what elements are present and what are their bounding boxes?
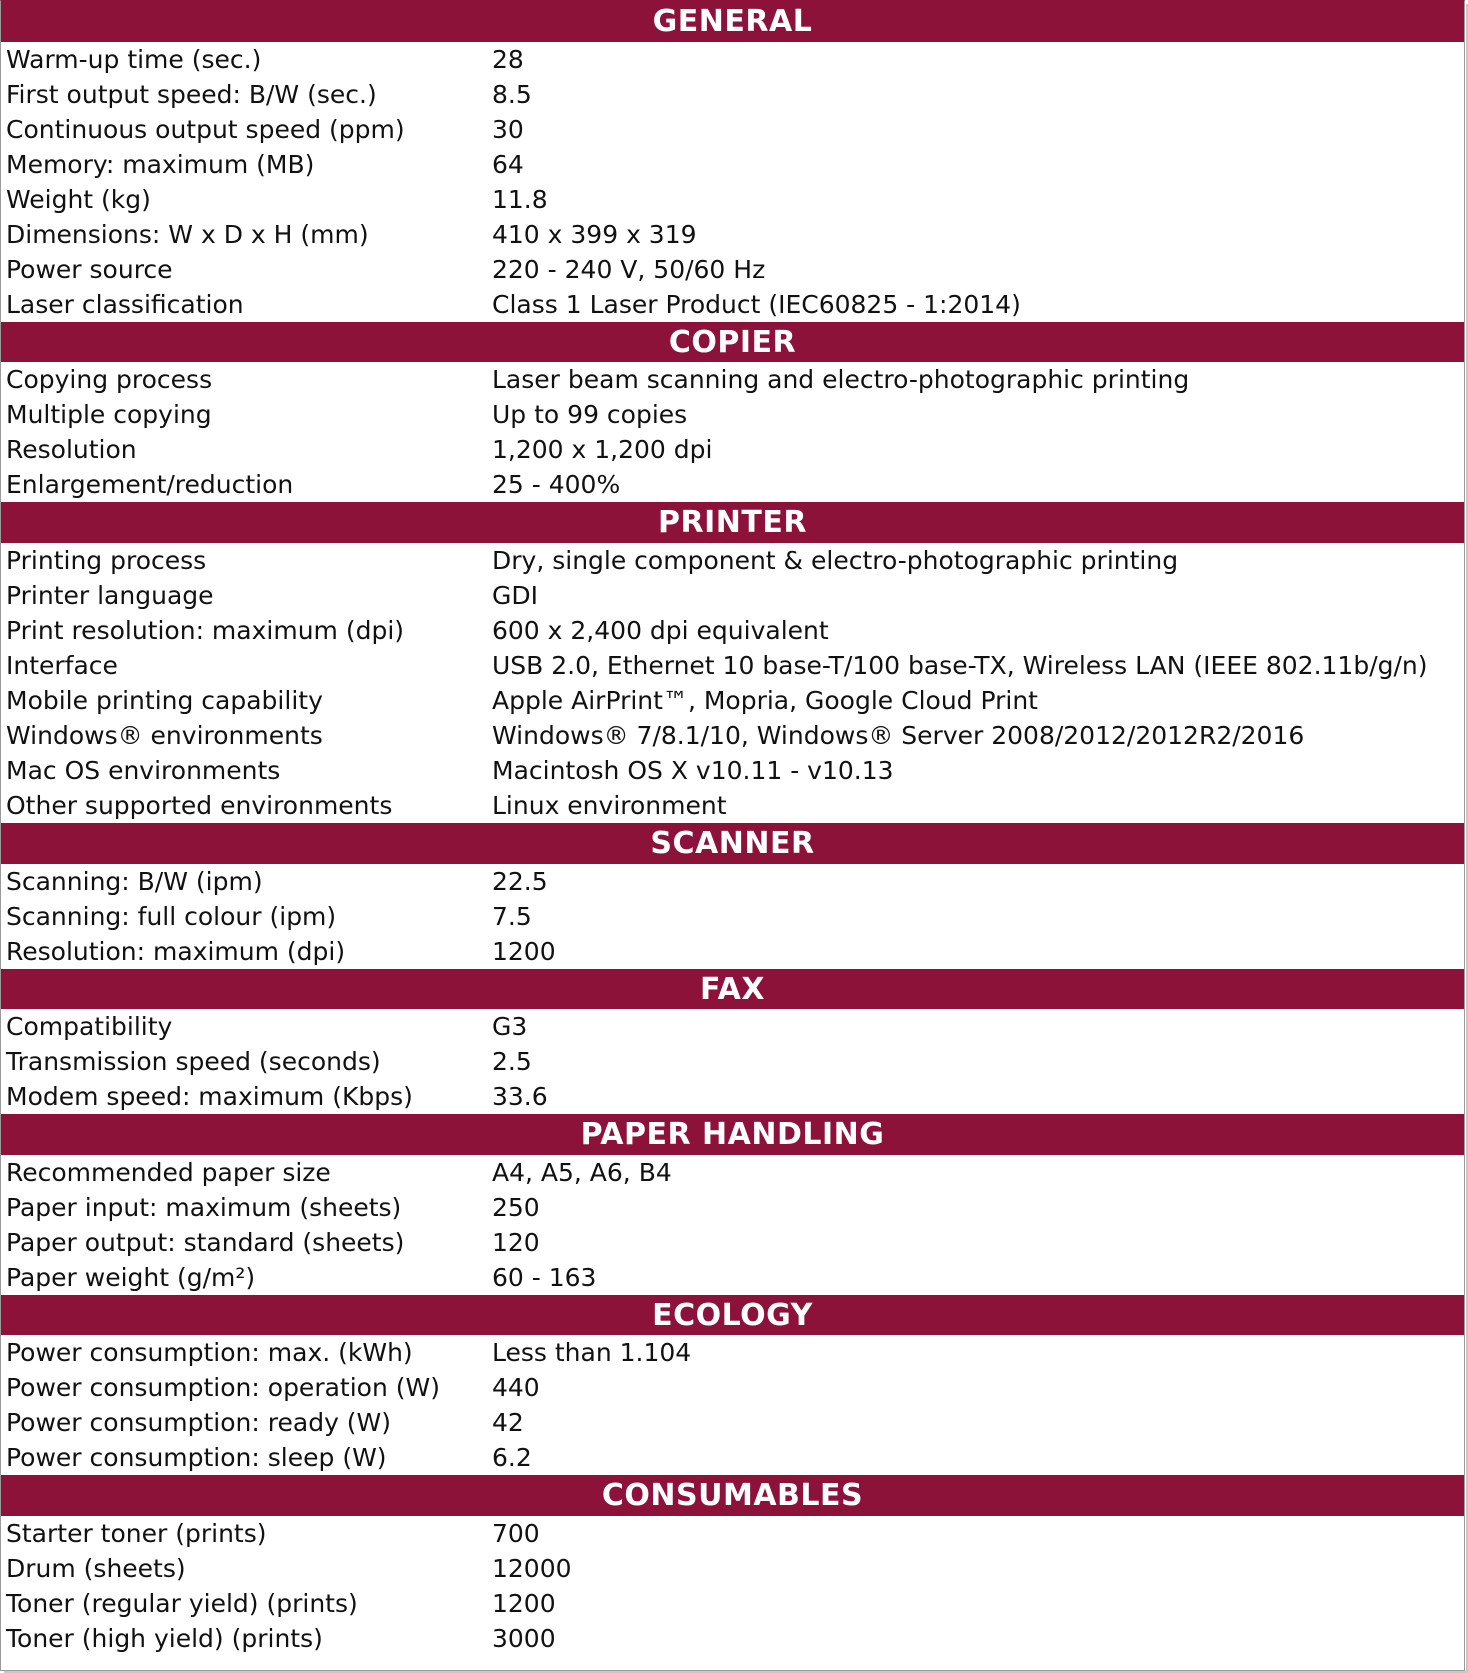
spec-value: 440 [492, 1373, 540, 1402]
spec-row [1, 112, 1464, 147]
spec-value: 250 [492, 1193, 540, 1222]
spec-value: 600 x 2,400 dpi equivalent [492, 616, 829, 645]
spec-value: 22.5 [492, 867, 548, 896]
spec-value: Laser beam scanning and electro-photographic printing [492, 365, 1190, 394]
spec-label: Toner (high yield) (prints) [6, 1624, 323, 1653]
spec-row [1, 252, 1464, 287]
spec-label: Paper output: standard (sheets) [6, 1228, 405, 1257]
spec-value: Apple AirPrint™, Mopria, Google Cloud Print [492, 686, 1038, 715]
spec-value: Macintosh OS X v10.11 - v10.13 [492, 756, 894, 785]
spec-row [1, 287, 1464, 322]
spec-row [1, 397, 1464, 432]
spec-label: Power consumption: sleep (W) [6, 1443, 387, 1472]
spec-label: Modem speed: maximum (Kbps) [6, 1082, 413, 1111]
spec-value: 700 [492, 1519, 540, 1548]
spec-row [1, 788, 1464, 823]
spec-value: USB 2.0, Ethernet 10 base-T/100 base-TX, Wireless LAN (IEEE 802.11b/g/n) [492, 651, 1428, 680]
spec-value: 1200 [492, 1589, 556, 1618]
spec-row [1, 1044, 1464, 1079]
spec-value: 42 [492, 1408, 524, 1437]
spec-value: 3000 [492, 1624, 556, 1653]
spec-row [1, 613, 1464, 648]
spec-row [1, 1586, 1464, 1621]
spec-value: G3 [492, 1012, 528, 1041]
section-header: SCANNER [1, 823, 1464, 864]
spec-label: Paper weight (g/m²) [6, 1263, 256, 1292]
spec-label: Transmission speed (seconds) [6, 1047, 381, 1076]
spec-row [1, 934, 1464, 969]
section-header: PRINTER [1, 502, 1464, 543]
spec-value: 12000 [492, 1554, 572, 1583]
spec-label: Power source [6, 255, 173, 284]
spec-row [1, 467, 1464, 502]
spec-label: First output speed: B/W (sec.) [6, 80, 377, 109]
spec-label: Paper input: maximum (sheets) [6, 1193, 402, 1222]
spec-label: Multiple copying [6, 400, 212, 429]
section-header: ECOLOGY [1, 1295, 1464, 1335]
spec-label: Dimensions: W x D x H (mm) [6, 220, 369, 249]
section-header: PAPER HANDLING [1, 1114, 1464, 1155]
spec-label: Laser classification [6, 290, 244, 319]
spec-row [1, 362, 1464, 397]
spec-row [1, 1621, 1464, 1656]
spec-row [1, 864, 1464, 899]
spec-value: A4, A5, A6, B4 [492, 1158, 672, 1187]
spec-label: Print resolution: maximum (dpi) [6, 616, 405, 645]
spec-value: Class 1 Laser Product (IEC60825 - 1:2014) [492, 290, 1021, 319]
section-header: CONSUMABLES [1, 1475, 1464, 1516]
spec-label: Scanning: full colour (ipm) [6, 902, 337, 931]
spec-row [1, 1079, 1464, 1114]
spec-row [1, 543, 1464, 578]
spec-value: 120 [492, 1228, 540, 1257]
spec-row [1, 1370, 1464, 1405]
spec-label: Mac OS environments [6, 756, 281, 785]
spec-label: Other supported environments [6, 791, 393, 820]
spec-row [1, 1225, 1464, 1260]
spec-value: Less than 1.104 [492, 1338, 692, 1367]
spec-label: Copying process [6, 365, 213, 394]
spec-label: Recommended paper size [6, 1158, 331, 1187]
spec-value: 28 [492, 45, 524, 74]
spec-row [1, 753, 1464, 788]
spec-row [1, 718, 1464, 753]
spec-label: Compatibility [6, 1012, 173, 1041]
spec-label: Starter toner (prints) [6, 1519, 267, 1548]
spec-row [1, 1335, 1464, 1370]
spec-value: 7.5 [492, 902, 532, 931]
spec-row [1, 147, 1464, 182]
spec-value: Up to 99 copies [492, 400, 688, 429]
spec-table [1, 1, 1464, 1656]
spec-label: Power consumption: max. (kWh) [6, 1338, 413, 1367]
spec-value: Linux environment [492, 791, 727, 820]
spec-row [1, 648, 1464, 683]
spec-value: 33.6 [492, 1082, 548, 1111]
spec-value: 1200 [492, 937, 556, 966]
spec-label: Scanning: B/W (ipm) [6, 867, 263, 896]
spec-label: Windows® environments [6, 721, 323, 750]
spec-value: 60 - 163 [492, 1263, 597, 1292]
spec-row [1, 42, 1464, 77]
spec-label: Memory: maximum (MB) [6, 150, 315, 179]
spec-label: Resolution: maximum (dpi) [6, 937, 346, 966]
spec-row [1, 1551, 1464, 1586]
spec-label: Enlargement/reduction [6, 470, 294, 499]
spec-label: Power consumption: operation (W) [6, 1373, 440, 1402]
spec-row [1, 77, 1464, 112]
spec-value: 64 [492, 150, 524, 179]
spec-value: GDI [492, 581, 538, 610]
spec-row [1, 578, 1464, 613]
section-header: COPIER [1, 322, 1464, 362]
spec-value: 11.8 [492, 185, 548, 214]
section-header: GENERAL [1, 1, 1464, 42]
spec-row [1, 1155, 1464, 1190]
spec-label: Printer language [6, 581, 214, 610]
spec-row [1, 1405, 1464, 1440]
spec-value: 410 x 399 x 319 [492, 220, 697, 249]
spec-row [1, 182, 1464, 217]
spec-label: Weight (kg) [6, 185, 151, 214]
spec-value: 1,200 x 1,200 dpi [492, 435, 713, 464]
spec-row [1, 899, 1464, 934]
spec-label: Power consumption: ready (W) [6, 1408, 392, 1437]
spec-value: 2.5 [492, 1047, 532, 1076]
spec-value: Windows® 7/8.1/10, Windows® Server 2008/2012/2012R2/2016 [492, 721, 1305, 750]
spec-row [1, 1009, 1464, 1044]
spec-value: 220 - 240 V, 50/60 Hz [492, 255, 766, 284]
spec-row [1, 1516, 1464, 1551]
spec-row [1, 432, 1464, 467]
spec-row [1, 217, 1464, 252]
spec-label: Continuous output speed (ppm) [6, 115, 405, 144]
spec-value: 8.5 [492, 80, 532, 109]
spec-label: Resolution [6, 435, 137, 464]
spec-label: Warm-up time (sec.) [6, 45, 262, 74]
spec-row [1, 1190, 1464, 1225]
spec-value: Dry, single component & electro-photographic printing [492, 546, 1179, 575]
spec-row [1, 1440, 1464, 1475]
spec-row [1, 1260, 1464, 1295]
spec-label: Drum (sheets) [6, 1554, 186, 1583]
spec-label: Toner (regular yield) (prints) [6, 1589, 358, 1618]
spec-value: 25 - 400% [492, 470, 621, 499]
spec-value: 30 [492, 115, 524, 144]
spec-label: Mobile printing capability [6, 686, 323, 715]
spec-label: Interface [6, 651, 118, 680]
section-header: FAX [1, 969, 1464, 1009]
spec-value: 6.2 [492, 1443, 532, 1472]
spec-row [1, 683, 1464, 718]
spec-label: Printing process [6, 546, 207, 575]
